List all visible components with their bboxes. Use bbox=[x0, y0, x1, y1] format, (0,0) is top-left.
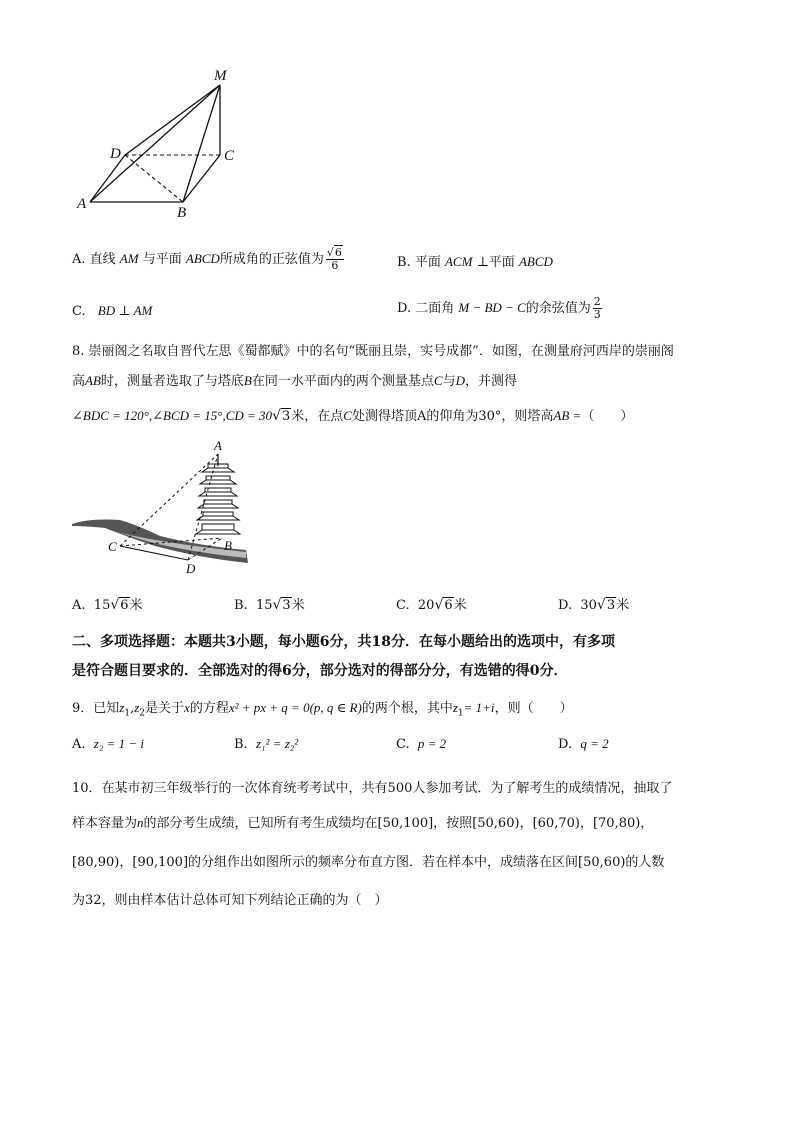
edge-BM bbox=[183, 85, 220, 202]
q7-d-fraction: $\frac{2}{3}$ bbox=[593, 295, 601, 321]
pagoda-figure bbox=[70, 438, 260, 580]
q7-a-prefix: A. 直线 bbox=[72, 252, 116, 267]
q9-option-a[interactable]: A. z₂ = 1 − i bbox=[72, 736, 145, 752]
pyramid-figure bbox=[70, 62, 250, 222]
q7-d-text: 的余弦值为 bbox=[525, 301, 591, 316]
q7-a-fraction: $\frac{√6}{6}$ bbox=[326, 246, 342, 272]
q8-option-d[interactable]: D. 30√3米 bbox=[558, 597, 630, 613]
edge-AM bbox=[90, 85, 220, 202]
q7-a-mid: 与平面 bbox=[142, 252, 182, 267]
q9-stem: 9．已知$z_1,z_2$是关于x的方程x² + px + q = 0(p, q ∈ R)的两个根，其中$z_1= 1+i$，则（ ） bbox=[72, 700, 573, 719]
q7-option-a[interactable] bbox=[72, 247, 346, 272]
q7-option-d[interactable] bbox=[397, 296, 604, 321]
pagoda-label-D: D bbox=[186, 561, 196, 576]
q10-line-2: 样本容量为n的部分考生成绩，已知所有考生成绩均在[50,100]，按照[50,60)，[60,70)，[70,80)， bbox=[72, 815, 654, 831]
pagoda-label-C: C bbox=[108, 539, 117, 554]
q7-c-prefix: C. bbox=[72, 304, 86, 319]
pagoda-label-A: A bbox=[214, 438, 222, 453]
edge-DM bbox=[125, 85, 220, 155]
label-M: M bbox=[214, 68, 227, 84]
q8-line-2: 高AB时，测量者选取了与塔底B在同一水平面内的两个测量基点C与D，并测得 bbox=[72, 373, 517, 389]
edge-BC bbox=[183, 155, 220, 202]
edge-AD bbox=[90, 155, 125, 202]
q10-line-3: [80,90)，[90,100]的分组作出如图所示的频率分布直方图．若在样本中，成绩落在区间[50,60)的人数 bbox=[72, 855, 665, 870]
q10-line-1: 10．在某市初三年级举行的一次体育统考考试中，共有500人参加考试．为了解考生的成绩情况，抽取了 bbox=[72, 781, 673, 796]
q7-option-b[interactable] bbox=[397, 251, 553, 270]
pagoda-label-B: B bbox=[224, 538, 232, 553]
q10-line-4: 为32，则由样本估计总体可知下列结论正确的为（ ） bbox=[72, 893, 388, 908]
label-D: D bbox=[110, 146, 121, 162]
q7-c-math: BD ⊥ AM bbox=[97, 303, 153, 318]
q7-a-text: 所成角的正弦值为 bbox=[219, 252, 324, 267]
q9-option-d[interactable]: D. q = 2 bbox=[558, 736, 609, 752]
q8-option-a[interactable]: A. 15√6米 bbox=[72, 597, 143, 613]
q7-b-abcd: ABCD bbox=[518, 254, 553, 269]
q7-b-prefix: B. 平面 bbox=[397, 255, 441, 270]
q7-option-c[interactable] bbox=[72, 303, 152, 319]
section2-line-2: 是符合题目要求的．全部选对的得6分，部分选对的得部分分，有选错的得0分． bbox=[72, 663, 568, 679]
q9-option-c[interactable]: C. p = 2 bbox=[396, 736, 447, 752]
pagoda bbox=[196, 464, 240, 534]
q8-option-b[interactable]: B. 15√3米 bbox=[234, 597, 305, 613]
label-B: B bbox=[177, 205, 187, 221]
q7-a-am: AM bbox=[119, 251, 139, 266]
section2-line-1: 二、多项选择题：本题共3小题，每小题6分，共18分．在每小题给出的选项中，有多项 bbox=[72, 634, 615, 650]
label-A: A bbox=[77, 196, 87, 212]
q7-d-prefix: D. 二面角 bbox=[397, 301, 455, 316]
label-C: C bbox=[224, 148, 235, 164]
q9-option-b[interactable]: B. z₁² = z₂² bbox=[234, 736, 299, 752]
q7-b-acm: ACM bbox=[444, 254, 473, 269]
q8-line-1: 8. 崇丽阁之名取自晋代左思《蜀都赋》中的名句“既丽且崇，实号成都”．如图，在测量府河西岸的崇丽阁 bbox=[72, 344, 674, 359]
q7-a-abcd: ABCD bbox=[185, 251, 220, 266]
q7-b-perp: ⊥平面 bbox=[476, 255, 515, 270]
q7-d-math: M − BD − C bbox=[458, 300, 526, 315]
q8-line-3: ∠BDC = 120°,∠BCD = 15°,CD = 30√3米，在点C处测得塔顶A的仰角为30°，则塔高AB =（ ） bbox=[72, 408, 634, 424]
q8-option-c[interactable]: C. 20√6米 bbox=[396, 597, 467, 613]
